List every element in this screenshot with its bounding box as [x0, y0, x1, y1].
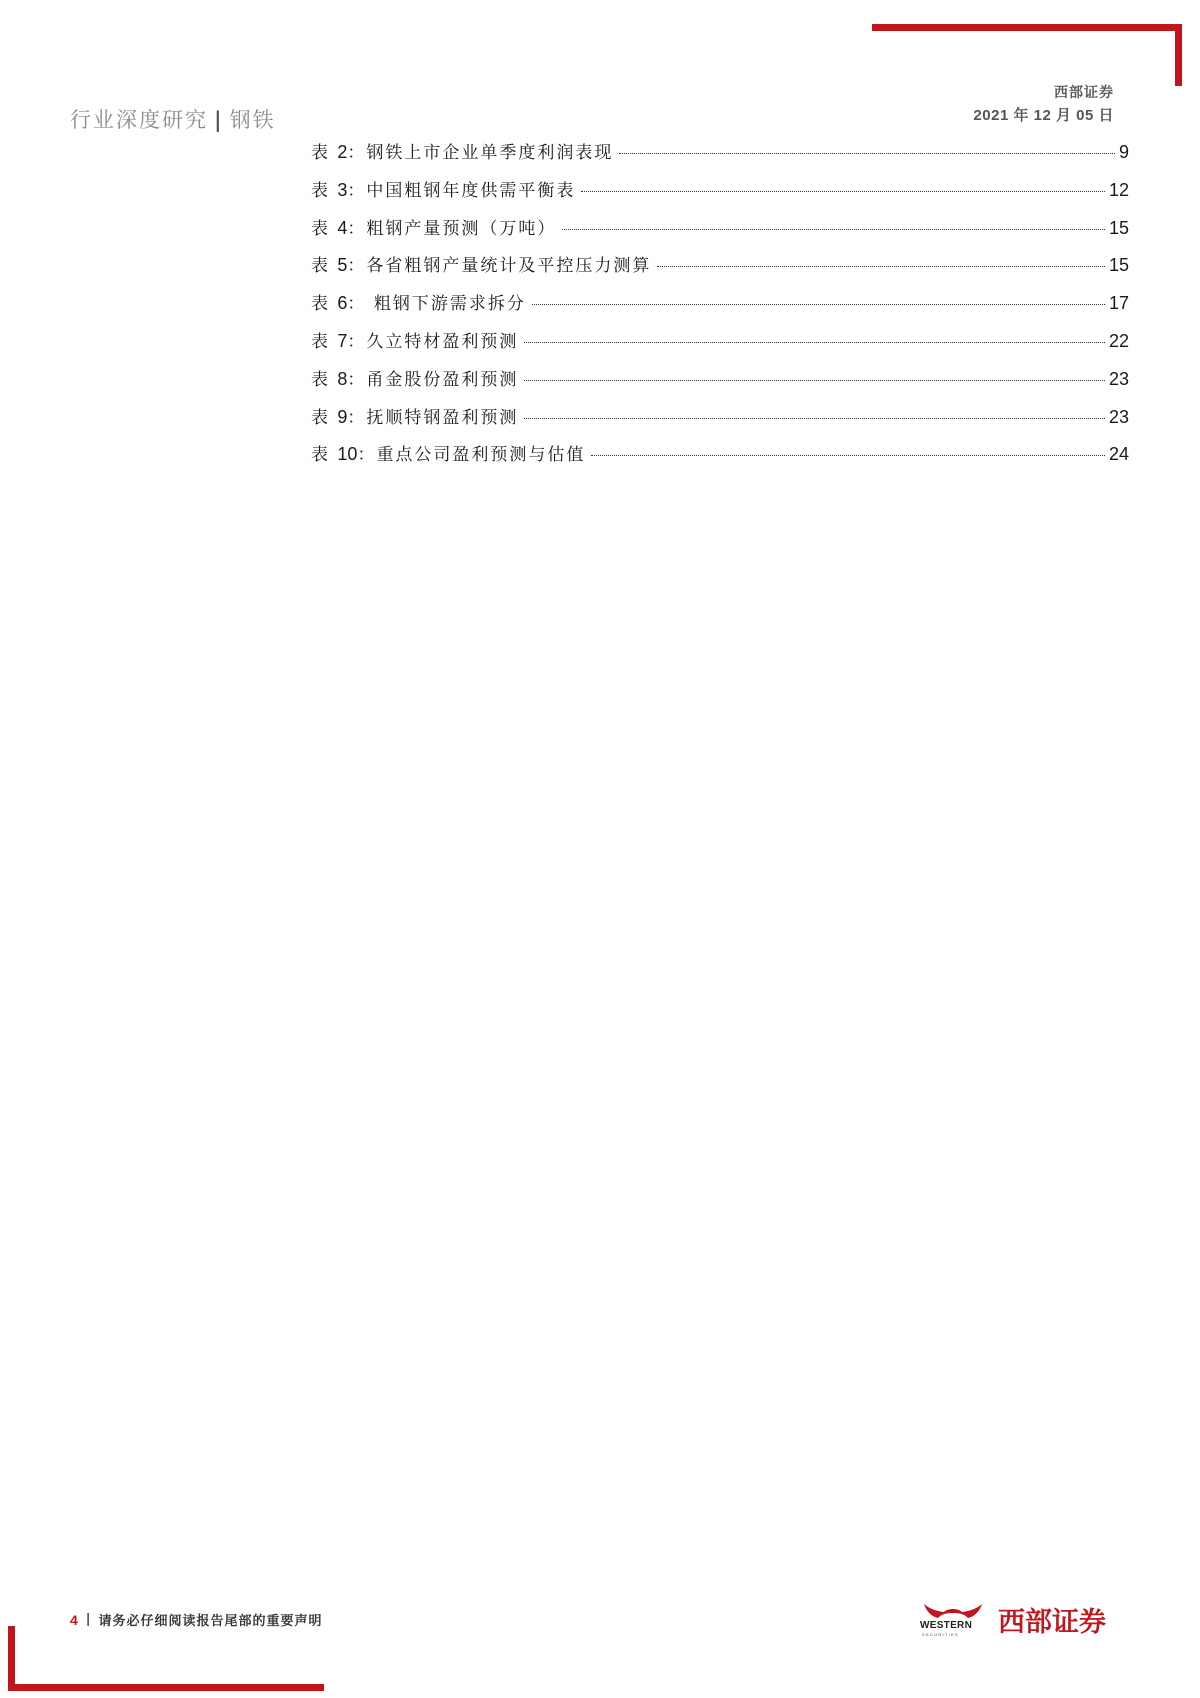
company-logo — [920, 1600, 1106, 1639]
page-number: 4 — [70, 1611, 78, 1628]
toc-entry-number: 6 — [337, 293, 348, 314]
toc-dot-leader — [657, 266, 1105, 267]
disclaimer-note: 请务必仔细阅读报告尾部的重要声明 — [98, 1614, 323, 1629]
toc-entry-title: 久立特材盈利预测 — [366, 331, 519, 352]
corner-bracket-bottom-vertical — [8, 1626, 15, 1691]
toc-entry[interactable] — [311, 403, 1129, 441]
toc-entry-number: 8 — [337, 368, 348, 389]
toc-dot-leader — [581, 191, 1105, 192]
toc-entry-label: 表 8：甬金股份盈利预测 — [311, 368, 519, 390]
toc-entry-number: 2 — [337, 142, 348, 162]
toc-entry-label: 表 3：中国粗钢年度供需平衡表 — [311, 179, 576, 201]
toc-entry-prefix: 表 — [311, 143, 330, 163]
toc-entry-label: 表 6： 粗钢下游需求拆分 — [311, 293, 526, 315]
header-separator: | — [214, 107, 224, 132]
toc-entry-label: 表 2：钢铁上市企业单季度利润表现 — [311, 142, 614, 163]
toc-entry-page: 24 — [1108, 444, 1129, 465]
table-of-figures — [311, 138, 1129, 478]
logo-english-name: WESTERN — [920, 1619, 973, 1631]
logo-chinese-name: 西部证券 — [998, 1607, 1106, 1638]
footer-separator: | — [85, 1612, 91, 1627]
toc-entry-title: 中国粗钢年度供需平衡表 — [366, 180, 576, 201]
toc-entry-label: 表 4：粗钢产量预测（万吨） — [311, 217, 557, 239]
logo-english-sub: SECURITIES — [922, 1631, 960, 1637]
toc-entry-page: 23 — [1108, 406, 1129, 427]
toc-entry-page: 23 — [1108, 368, 1129, 389]
toc-entry-title: 抚顺特钢盈利预测 — [366, 407, 519, 428]
toc-entry-prefix: 表 — [311, 369, 330, 390]
corner-bracket-bottom-horizontal — [8, 1684, 324, 1691]
corner-bracket-top-horizontal — [872, 24, 1182, 31]
toc-entry-title: 各省粗钢产量统计及平控压力测算 — [366, 256, 652, 277]
toc-entry-title: 甬金股份盈利预测 — [366, 369, 519, 390]
report-category — [70, 104, 276, 134]
toc-entry-title: 钢铁上市企业单季度利润表现 — [366, 143, 614, 163]
toc-dot-leader — [524, 380, 1105, 381]
toc-entry-number: 4 — [337, 217, 348, 238]
toc-entry-prefix: 表 — [311, 218, 330, 239]
corner-bracket-top-vertical — [1175, 24, 1182, 86]
toc-entry-number: 7 — [337, 330, 348, 351]
report-date: 2021 年 12 月 05 日 — [973, 107, 1114, 124]
toc-entry-title: 粗钢下游需求拆分 — [366, 294, 526, 315]
toc-entry-number: 3 — [337, 179, 348, 200]
toc-entry-prefix: 表 — [311, 180, 330, 201]
toc-entry[interactable] — [311, 138, 1129, 176]
toc-entry-prefix: 表 — [311, 256, 330, 277]
toc-entry-page: 9 — [1118, 142, 1129, 162]
toc-entry-page: 15 — [1108, 217, 1129, 238]
footer-note-block — [70, 1610, 323, 1629]
toc-entry-label: 表 9：抚顺特钢盈利预测 — [311, 406, 519, 428]
toc-dot-leader — [619, 153, 1115, 154]
toc-entry[interactable] — [311, 289, 1129, 327]
toc-entry-page: 12 — [1108, 179, 1129, 200]
toc-entry-prefix: 表 — [311, 294, 330, 315]
header-brand-block — [973, 82, 1114, 125]
toc-entry[interactable] — [311, 365, 1129, 403]
toc-dot-leader — [524, 418, 1105, 419]
toc-entry[interactable] — [311, 251, 1129, 289]
toc-entry-number: 10 — [337, 444, 358, 465]
toc-entry-title: 粗钢产量预测（万吨） — [366, 218, 557, 239]
toc-entry-prefix: 表 — [311, 445, 330, 466]
toc-entry[interactable] — [311, 176, 1129, 214]
toc-entry[interactable] — [311, 214, 1129, 252]
toc-dot-leader — [524, 342, 1105, 343]
toc-entry-page: 22 — [1108, 330, 1129, 351]
toc-entry-page: 17 — [1108, 293, 1129, 314]
toc-entry[interactable] — [311, 440, 1129, 478]
toc-entry-page: 15 — [1108, 255, 1129, 276]
toc-entry-label: 表 5：各省粗钢产量统计及平控压力测算 — [311, 255, 652, 277]
toc-entry-title: 重点公司盈利预测与估值 — [376, 445, 586, 466]
report-industry: 钢铁 — [229, 108, 276, 132]
report-section: 行业深度研究 — [70, 108, 208, 132]
header-brand: 西部证券 — [1054, 85, 1114, 101]
toc-dot-leader — [591, 455, 1105, 456]
toc-entry-number: 9 — [337, 406, 348, 427]
toc-dot-leader — [562, 229, 1105, 230]
bull-horns-logo-icon — [920, 1602, 986, 1638]
toc-entry-label: 表 10：重点公司盈利预测与估值 — [311, 444, 586, 466]
toc-entry-number: 5 — [337, 255, 348, 276]
toc-entry-label: 表 7：久立特材盈利预测 — [311, 330, 519, 352]
toc-dot-leader — [532, 304, 1105, 305]
toc-entry[interactable] — [311, 327, 1129, 365]
toc-entry-prefix: 表 — [311, 407, 330, 428]
toc-entry-prefix: 表 — [311, 331, 330, 352]
